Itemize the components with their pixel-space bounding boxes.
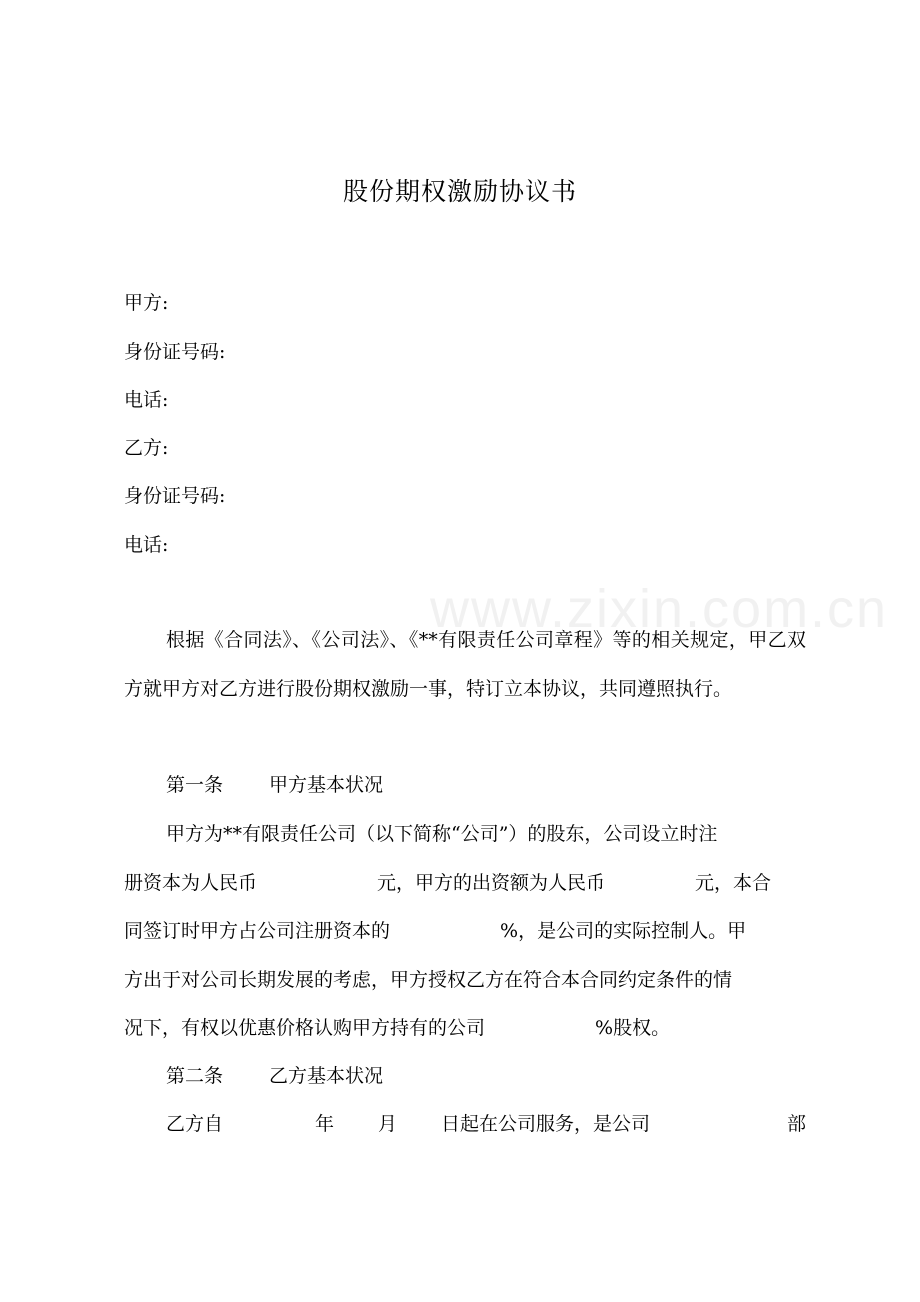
article-1-line-1: 甲方为**有限责任公司（以下简称“公司”）的股东，公司设立时注 [166,823,718,845]
party-a-phone-label: 电话: [124,389,169,411]
article-2-text: 日起在公司服务，是公司 [441,1113,651,1135]
party-b-phone-label: 电话: [124,534,169,556]
watermark: www.zixin.com.cn [430,579,889,639]
article-1-text: 同签订时甲方占公司注册资本的 [124,920,391,942]
preamble-paragraph: 根据《合同法》、《公司法》、《**有限责任公司章程》等的相关规定，甲乙双方就甲方对乙方进行股份期权激励一事，特订立本协议，共同遵照执行。 [124,629,806,700]
article-2-text: 部 [786,1113,806,1135]
article-1-heading [166,773,383,797]
article-2-text: 乙方自 [166,1113,224,1135]
article-2-text: 月 [378,1113,398,1135]
article-1-text: %，是公司的实际控制人。甲 [500,920,747,942]
article-1-line-2 [124,871,806,895]
article-1-title: 甲方基本状况 [269,774,384,796]
article-2-text: 年 [315,1113,335,1135]
article-1-line-5 [124,1016,806,1040]
document-title: 股份期权激励协议书 [342,177,577,206]
article-1-line-3 [124,919,806,943]
party-a-label: 甲方: [124,292,169,314]
party-b-id-label: 身份证号码: [124,485,226,507]
article-2-title: 乙方基本状况 [269,1065,384,1087]
article-2-number: 第二条 [166,1065,224,1087]
article-1-text: 元，甲方的出资额为人民币 [377,872,606,894]
article-1-text: 况下，有权以优惠价格认购甲方持有的公司 [124,1017,486,1039]
party-b-label: 乙方: [124,437,169,459]
article-2-heading [166,1064,383,1088]
article-1-text: 元，本合 [695,872,772,894]
article-1-line-4: 方出于对公司长期发展的考虑，甲方授权乙方在符合本合同约定条件的情 [124,969,733,991]
article-1-text: %股权。 [595,1017,671,1039]
article-1-text: 册资本为人民币 [124,872,258,894]
article-2-line-1 [166,1112,806,1136]
party-a-id-label: 身份证号码: [124,341,226,363]
article-1-number: 第一条 [166,774,224,796]
